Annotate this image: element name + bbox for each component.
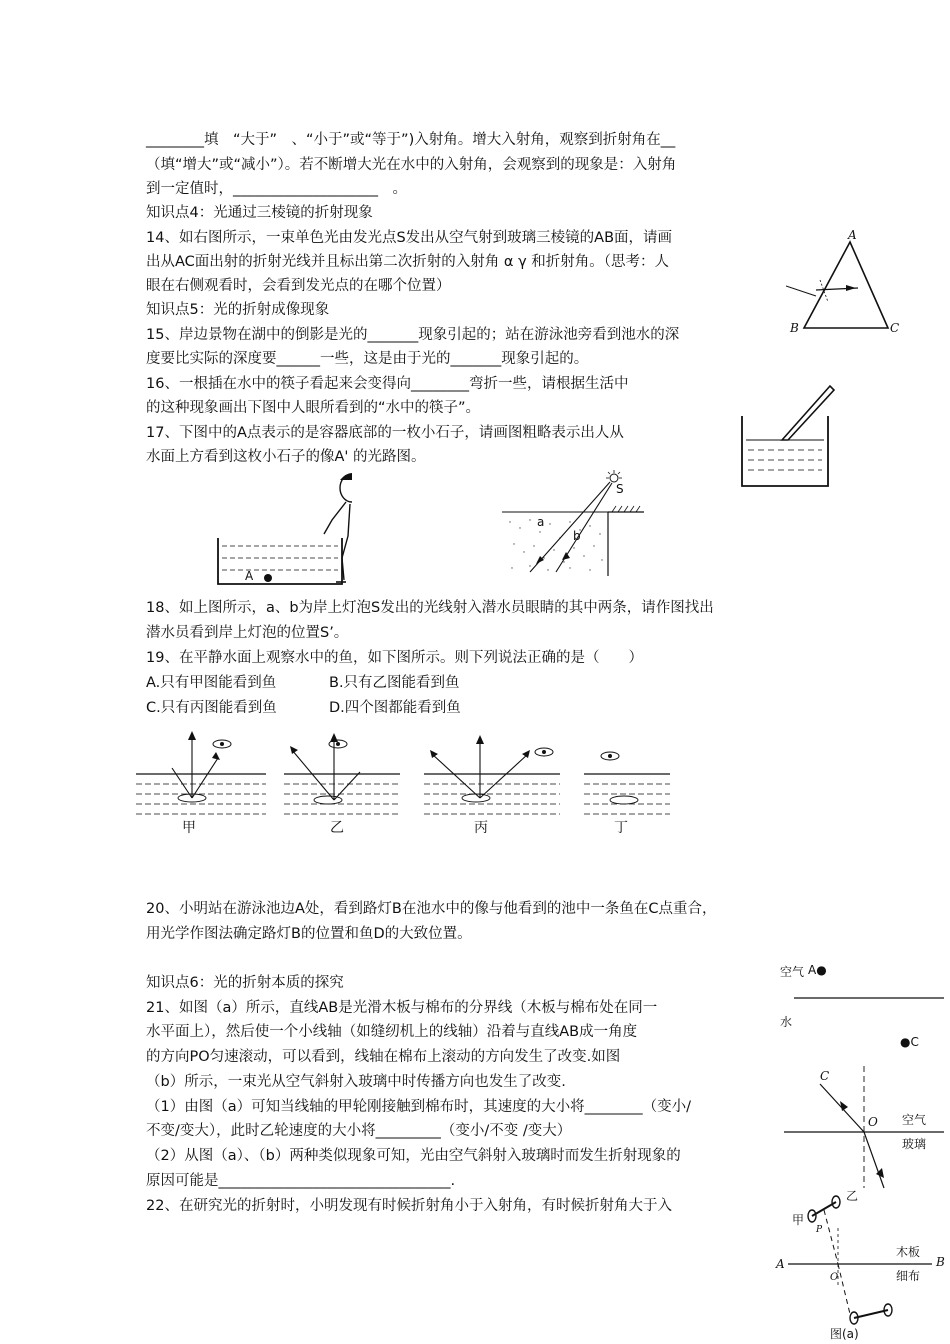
diver-label-b: b [573, 529, 581, 543]
fish-label-jia: 甲 [182, 820, 196, 836]
fish-panel-jia [136, 731, 266, 836]
fig-a-label-o: O [830, 1272, 839, 1283]
fish-label-bing: 丙 [474, 820, 488, 836]
q15-line2: 度要比实际的深度要______一些，这是由于光的_______现象引起的。 [146, 351, 589, 367]
fig-b-label-c: C [820, 1069, 830, 1083]
q16-line1: 16、一根插在水中的筷子看起来会变得向________弯折一些，请根据生活中 [146, 376, 629, 392]
q18-line1: 18、如上图所示，a、b为岸上灯泡S发出的光线射入潜水员眼睛的其中两条，请作图找出 [146, 600, 714, 616]
fig-a-caption: 图(a) [830, 1327, 859, 1341]
line-13-cont3: 到一定值时，____________________ 。 [146, 181, 407, 197]
q21-line1: 21、如图（a）所示，直线AB是光滑木板与棉布的分界线（木板与棉布处在同一 [146, 1000, 658, 1016]
q21-line8: 原因可能是________________________________. [146, 1173, 456, 1189]
q14-line2: 出从AC面出射的折射光线并且标出第二次折射的入射角 α γ 和折射角。（思考：人 [146, 254, 670, 270]
section-5-title: 知识点5：光的折射成像现象 [146, 302, 330, 318]
fig-a-label-jia: 甲 [792, 1213, 805, 1227]
diver-label-s: S [616, 482, 624, 496]
q21-line7: （2）从图（a）、（b）两种类似现象可知，光由空气斜射入玻璃时而发生折射现象的 [146, 1148, 681, 1164]
prism-figure [786, 228, 906, 340]
q20-line2: 用光学作图法确定路灯B的位置和鱼D的大致位置。 [146, 926, 472, 942]
fish-label-ding: 丁 [614, 820, 628, 836]
q20-line1: 20、小明站在游泳池边A处，看到路灯B在池水中的像与他看到的池中一条鱼在C点重合， [146, 901, 717, 917]
chopstick-figure [738, 380, 838, 488]
diver-figure [500, 468, 646, 576]
pool-label-air: 空气 [780, 965, 805, 979]
fig-a-label-yi: 乙 [846, 1189, 859, 1203]
pool-label-water: 水 [780, 1015, 793, 1029]
q17-line2: 水面上方看到这枚小石子的像A' 的光路图。 [146, 449, 426, 465]
fig-a-label-b: B [936, 1255, 945, 1269]
line-13-cont: ________填 “大于” 、“小于”或“等于”)入射角。增大入射角，观察到折射角在__ [146, 132, 676, 148]
pool-label-a: A● [808, 963, 827, 977]
person-tank-figure [212, 470, 352, 588]
prism-label-c: C [890, 321, 900, 335]
tank-label-a: A [245, 569, 254, 583]
q21-line5: （1）由图（a）可知当线轴的甲轮刚接触到棉布时，其速度的大小将________（变小/ [146, 1099, 691, 1115]
q14-line3: 眼在右侧观看时，会看到发光点的在哪个位置） [146, 278, 451, 294]
q17-line1: 17、下图中的A点表示的是容器底部的一枚小石子，请画图粗略表示出人从 [146, 425, 624, 441]
q21-line4: （b）所示，一束光从空气斜射入玻璃中时传播方向也发生了改变. [146, 1074, 566, 1090]
q21-line6: 不变/变大），此时乙轮速度的大小将_________（变小/不变 /变大） [146, 1123, 572, 1139]
diver-label-a: a [537, 515, 545, 529]
q19-option-b: B.只有乙图能看到鱼 [329, 675, 460, 691]
fish-figures [130, 728, 675, 840]
fig-a-label-p: P [816, 1225, 823, 1235]
prism-label-b: B [790, 321, 799, 335]
fish-panel-yi [284, 733, 400, 836]
fig-a-label-cloth: 细布 [896, 1269, 921, 1283]
q21-line2: 水平面上），然后使一个小线轴（如缝纫机上的线轴）沿着与直线AB成一角度 [146, 1024, 638, 1040]
fig-a-label-a: A [776, 1257, 785, 1271]
line-13-cont2: （填“增大”或“减小”）。若不断增大光在水中的入射角，会观察到的现象是：入射角 [146, 157, 677, 173]
q14-line1: 14、如右图所示，一束单色光由发光点S发出从空气射到玻璃三棱镜的AB面，请画 [146, 230, 673, 246]
q18-line2: 潜水员看到岸上灯泡的位置S’。 [146, 625, 349, 641]
prism-label-a: A [848, 228, 857, 242]
pool-label-c: ●C [900, 1035, 919, 1049]
fish-panel-ding [584, 752, 670, 836]
section-4-title: 知识点4：光通过三棱镜的折射现象 [146, 205, 373, 221]
fig-a-label-wood: 木板 [896, 1245, 921, 1259]
pool-figure [776, 958, 946, 1058]
section-6-title: 知识点6：光的折射本质的探究 [146, 975, 344, 991]
q15-line1: 15、岸边景物在湖中的倒影是光的_______现象引起的；站在游泳池旁看到池水的深 [146, 327, 680, 343]
q19-option-a: A.只有甲图能看到鱼 [146, 675, 277, 691]
q19-option-d: D.四个图都能看到鱼 [329, 700, 461, 716]
spool-figure-a [772, 1188, 948, 1342]
fish-label-yi: 乙 [330, 820, 344, 836]
q21-line3: 的方向PO匀速滚动，可以看到，线轴在棉布上滚动的方向发生了改变.如图 [146, 1049, 621, 1065]
q19-line1: 19、在平静水面上观察水中的鱼，如下图所示。则下列说法正确的是（ ） [146, 650, 643, 666]
q19-option-c: C.只有丙图能看到鱼 [146, 700, 277, 716]
fig-b-label-air: 空气 [902, 1113, 927, 1127]
fig-b-label-o: O [868, 1115, 878, 1129]
q16-line2: 的这种现象画出下图中人眼所看到的“水中的筷子”。 [146, 400, 481, 416]
q22-line1: 22、在研究光的折射时，小明发现有时候折射角小于入射角，有时候折射角大于入 [146, 1198, 672, 1214]
refraction-figure-b [780, 1064, 948, 1190]
fish-panel-bing [424, 735, 560, 836]
fig-b-label-glass: 玻璃 [902, 1137, 927, 1151]
